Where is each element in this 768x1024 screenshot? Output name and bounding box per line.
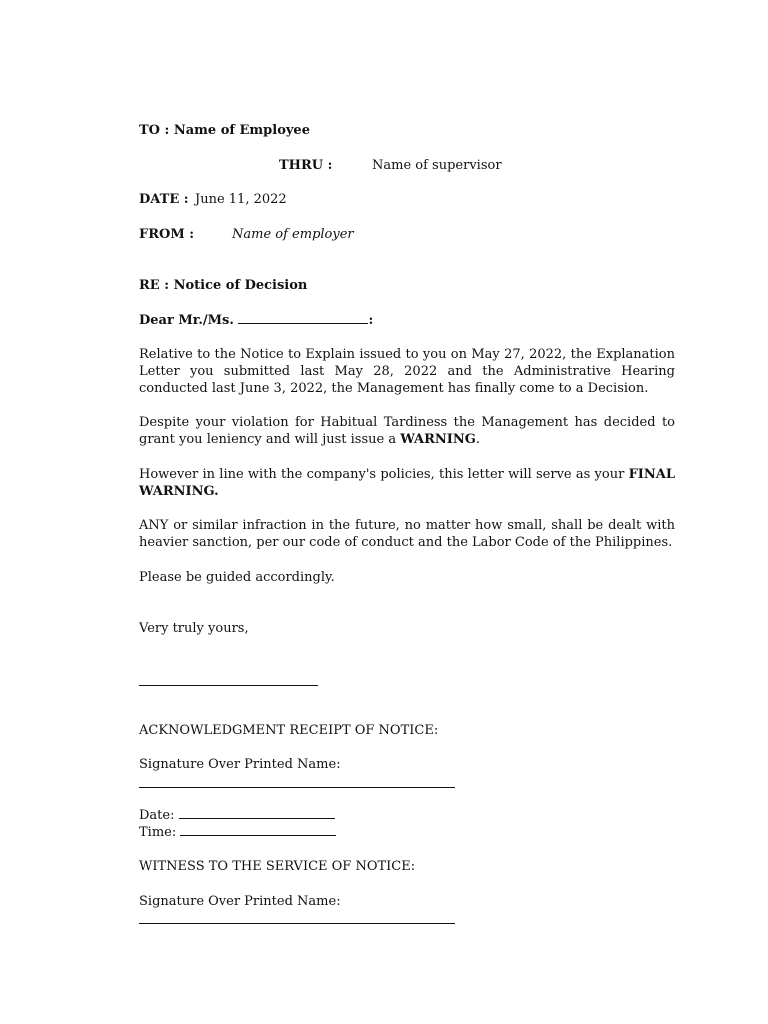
to-value: Name of Employee	[173, 123, 310, 138]
acknowledgment-heading: ACKNOWLEDGMENT RECEIPT OF NOTICE:	[139, 723, 439, 738]
ack-signature-line	[139, 787, 455, 788]
salutation-text: Dear Mr./Ms.	[139, 313, 234, 328]
p2-text: Despite your violation for Habitual Tardiness the Management has decided to grant you leniency and will just issue a	[139, 415, 675, 447]
witness-heading: WITNESS TO THE SERVICE OF NOTICE:	[139, 859, 416, 874]
thru-value: Name of supervisor	[372, 158, 502, 173]
body-paragraph-5: Please be guided accordingly.	[139, 570, 335, 585]
p3-final-warning: FINAL WARNING.	[139, 467, 675, 499]
closing: Very truly yours,	[139, 621, 249, 636]
from-value: Name of employer	[232, 227, 354, 242]
salutation	[139, 312, 373, 329]
re-line	[139, 277, 307, 294]
ack-time-blank	[180, 834, 336, 836]
salutation-blank	[238, 322, 368, 324]
re-label: RE :	[139, 278, 170, 293]
date-label: DATE :	[139, 192, 189, 207]
witness-signature-label: Signature Over Printed Name:	[139, 894, 341, 909]
salutation-suffix: :	[368, 313, 374, 328]
witness-signature-line	[139, 923, 455, 924]
ack-date-row	[139, 807, 335, 824]
ack-signature-label: Signature Over Printed Name:	[139, 757, 341, 772]
signature-line	[139, 685, 318, 686]
ack-date-blank	[179, 817, 335, 819]
p2-warning: WARNING	[400, 432, 476, 447]
ack-date-label: Date:	[139, 808, 175, 823]
thru-label: THRU :	[279, 158, 333, 173]
body-paragraph-3	[139, 466, 675, 500]
p2-end: .	[475, 432, 480, 447]
to-label: TO :	[139, 123, 170, 138]
ack-time-label: Time:	[139, 825, 177, 840]
body-paragraph-2	[139, 414, 675, 448]
from-label: FROM :	[139, 227, 195, 242]
date-value: June 11, 2022	[195, 192, 287, 207]
body-paragraph-1: Relative to the Notice to Explain issued to you on May 27, 2022, the Explanation Letter you submitted last May 28, 2022 and the Administrative Hearing conducted last June 3, 2022, the Management has finally come to a Decision.	[139, 347, 675, 396]
to-line	[139, 122, 310, 139]
ack-time-row	[139, 824, 336, 841]
re-value: Notice of Decision	[173, 278, 308, 293]
body-paragraph-4: ANY or similar infraction in the future, no matter how small, shall be dealt with heavier sanction, per our code of conduct and the Labor Code of the Philippines.	[139, 518, 675, 550]
p3-text: However in line with the company's policies, this letter will serve as your	[139, 467, 629, 482]
